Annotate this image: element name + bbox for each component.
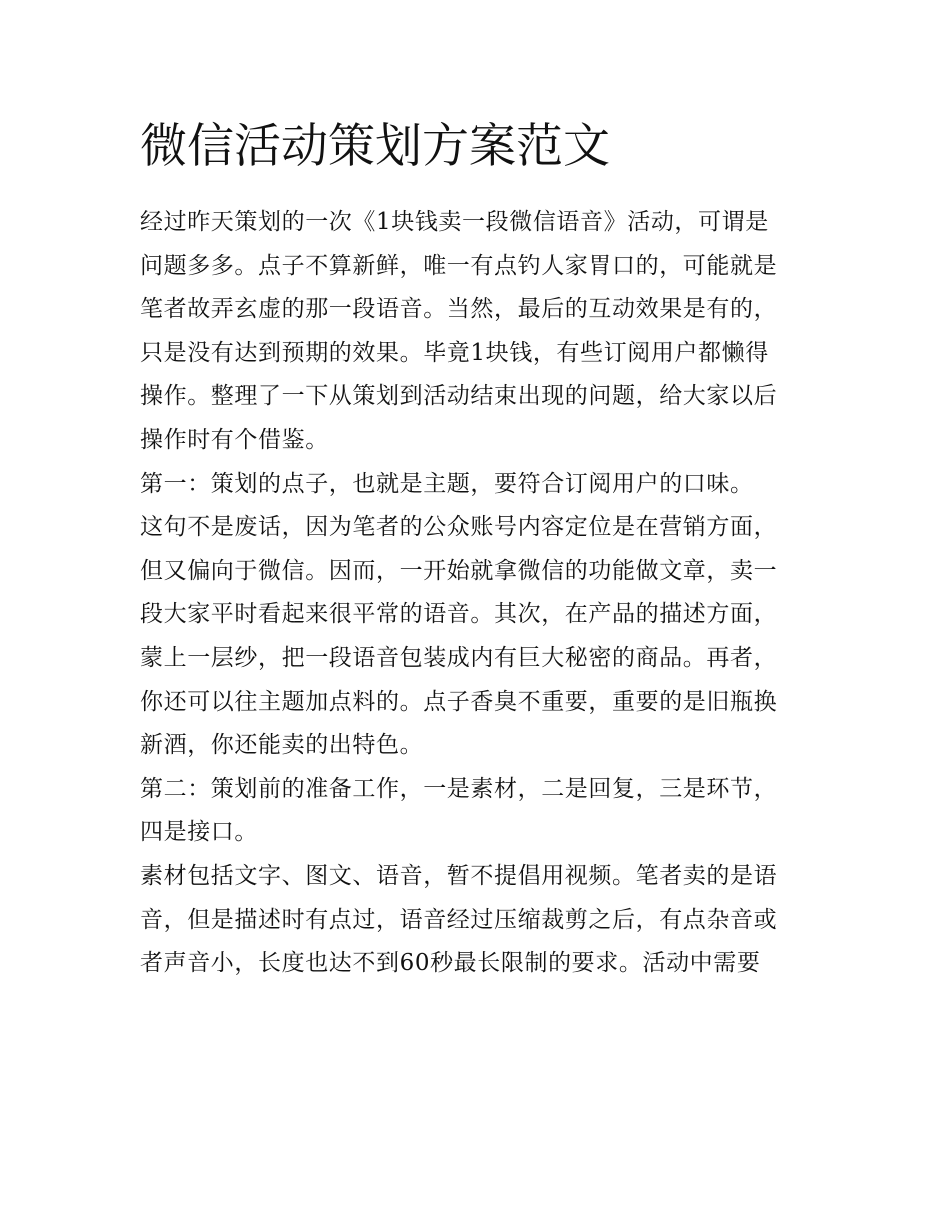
text-line: 笔者故弄玄虚的那一段语音。当然，最后的互动效果是有的， bbox=[140, 296, 778, 323]
text-line: 蒙上一层纱，把一段语音包装成内有巨大秘密的商品。再者， bbox=[140, 644, 778, 671]
text-line: 你还可以往主题加点料的。点子香臭不重要，重要的是旧瓶换 bbox=[140, 688, 778, 715]
document-title: 微信活动策划方案范文 bbox=[140, 119, 610, 174]
text-line: 者声音小，长度也达不到60秒最长限制的要求。活动中需要 bbox=[140, 950, 761, 977]
text-line: 只是没有达到预期的效果。毕竟1块钱，有些订阅用户都懒得 bbox=[140, 339, 769, 366]
text-line: 新酒，你还能卖的出特色。 bbox=[140, 732, 424, 759]
text-line: 经过昨天策划的一次《1块钱卖一段微信语音》活动，可谓是 bbox=[140, 209, 769, 235]
text-line: 问题多多。点子不算新鲜，唯一有点钓人家胃口的，可能就是 bbox=[140, 252, 778, 279]
text-line: 音，但是描述时有点过，语音经过压缩裁剪之后，有点杂音或 bbox=[140, 906, 778, 933]
text-line: 段大家平时看起来很平常的语音。其次，在产品的描述方面， bbox=[140, 601, 778, 628]
section-heading: 第二：策划前的准备工作，一是素材，二是回复，三是环节， bbox=[140, 775, 778, 802]
section-heading: 第一：策划的点子，也就是主题，要符合订阅用户的口味。 bbox=[140, 470, 754, 497]
text-line: 素材包括文字、图文、语音，暂不提倡用视频。笔者卖的是语 bbox=[140, 862, 778, 889]
text-line: 这句不是废话，因为笔者的公众账号内容定位是在营销方面， bbox=[140, 514, 778, 541]
text-line: 但又偏向于微信。因而，一开始就拿微信的功能做文章，卖一 bbox=[140, 557, 778, 584]
text-line: 四是接口。 bbox=[140, 819, 258, 846]
text-line: 操作时有个借鉴。 bbox=[140, 426, 329, 453]
document-body bbox=[140, 201, 820, 986]
text-line: 操作。整理了一下从策划到活动结束出现的问题，给大家以后 bbox=[140, 383, 778, 410]
